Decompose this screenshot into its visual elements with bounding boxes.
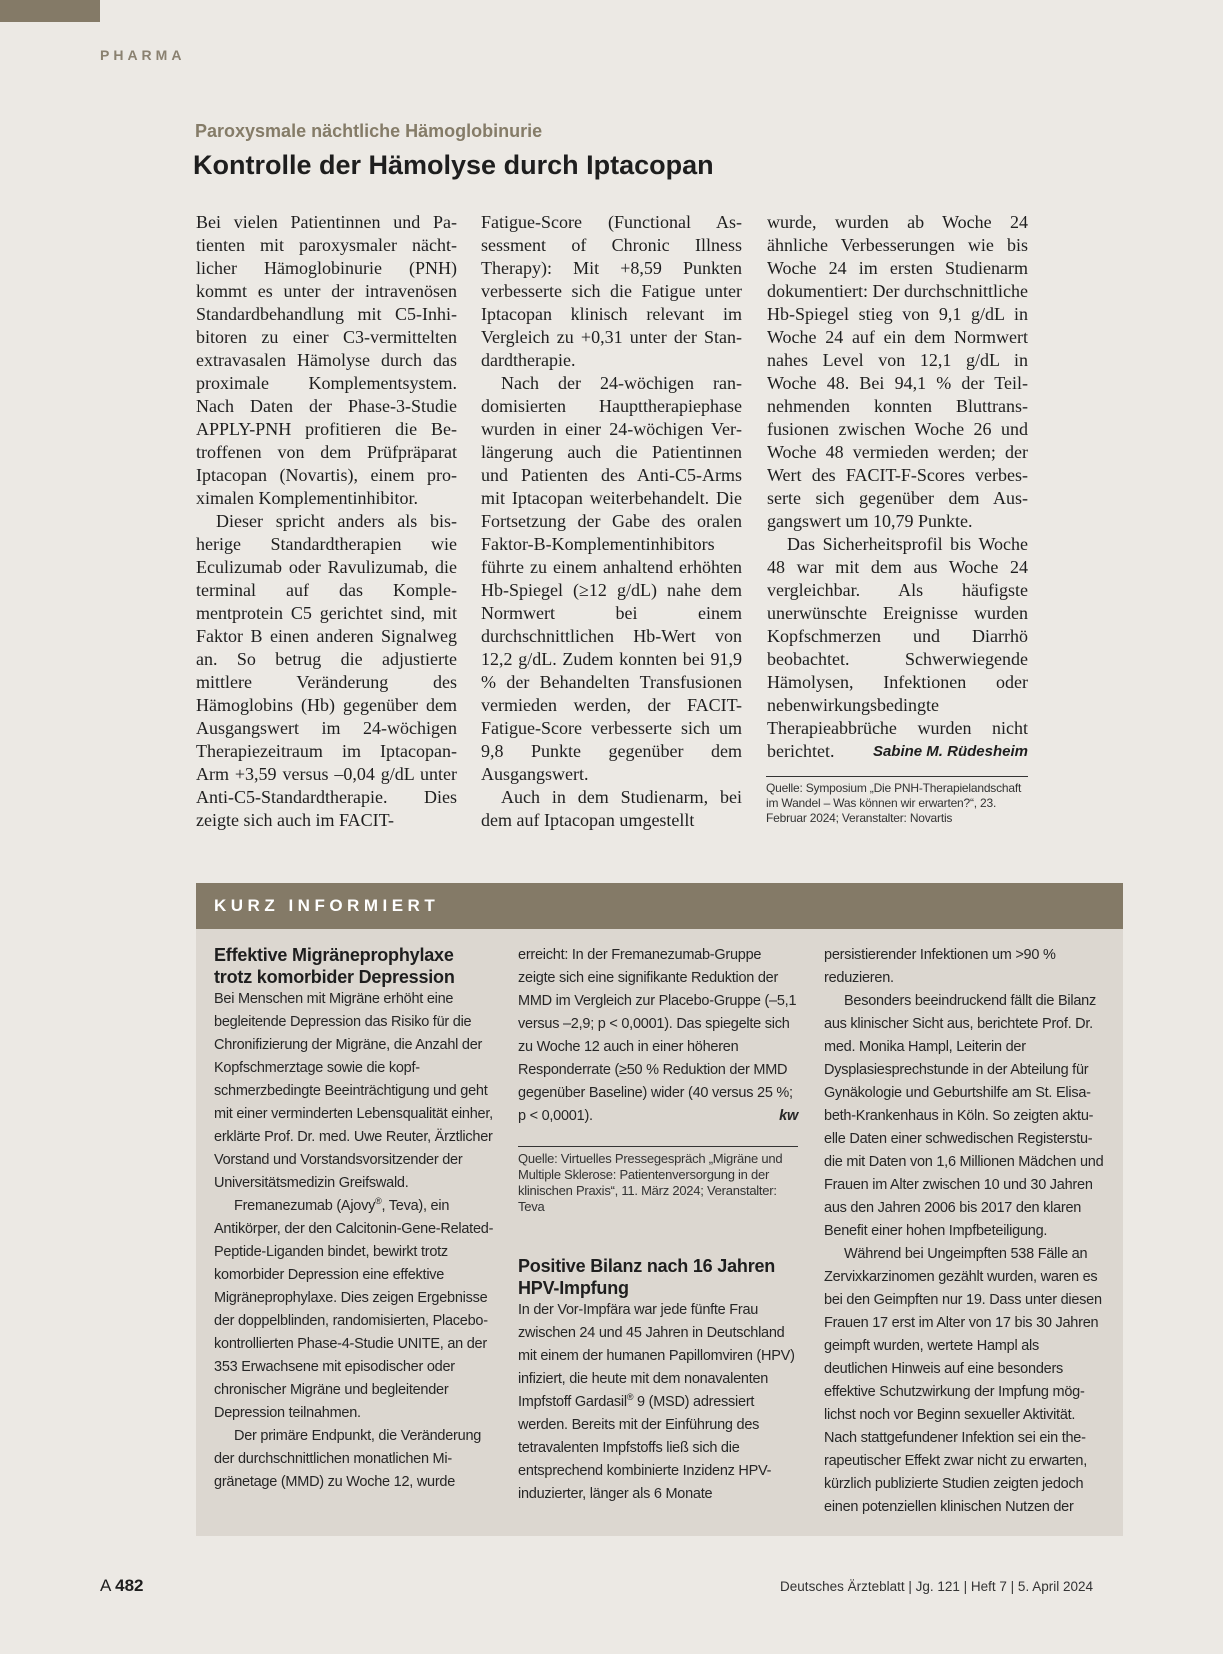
article-column-3 bbox=[767, 211, 1028, 763]
kurz-informiert-box bbox=[196, 883, 1123, 1536]
paragraph: Nach der 24-wöchigen randomisierten Haupttherapiephase wurden in einer 24-wöchigen Verlängerung auch die Patientinnen und Patienten des Anti-C5-Arms mit Iptacopan weiterbehandelt. Die Fortsetzung der Gabe des oralen Faktor-B-Komplementinhibitors führte zu einem anhaltend erhöhten Hb-Spiegel (≥12 g/dL) nahe dem Normwert bei einem durchschnittlichen Hb-Wert von 12,2 g/dL. Zudem konnten bei 91,9 % der Behandelten Transfusionen vermieden werden, der FACIT-Fatigue-Score verbesserte sich um 9,8 Punkte gegenüber dem Ausgangswert. bbox=[481, 373, 742, 784]
box-column-1 bbox=[214, 944, 494, 1494]
paragraph: Fatigue-Score (Functional Assessment of Chronic Illness Therapy): Mit +8,59 Punkten verbesserte sich die Fatigue unter Iptacopan klinisch relevant im Vergleich zu +0,31 unter der Standardtherapie. bbox=[481, 212, 742, 370]
paragraph: Bei vielen Patientinnen und Patienten mit paroxysmaler nächtlicher Hämoglobinurie (PNH) kommt es unter der intravenösen Standardbehandlung mit C5-Inhibitoren zu einer C3-vermittelten extravasalen Hämolyse durch das proximale Komplementsystem. Nach Daten der Phase-3-Studie APPLY-PNH profitieren die Betroffenen von dem Prüfpräparat Iptacopan (Novartis), einem proximalen Komplementinhibitor. bbox=[196, 212, 457, 508]
page-number bbox=[100, 1576, 144, 1596]
paragraph-text: Das Sicherheitsprofil bis Woche 48 war mit dem aus Woche 24 vergleichbar. Als häufigste unerwünschte Ereignisse wurden Kopfschmerzen und Diarrhö beobachtet. Schwerwiegende Hämolysen, Infektionen oder nebenwirkungsbedingte Therapieabbrüche wurden nicht berichtet. bbox=[767, 534, 1028, 761]
text-run: In der Vor-Impfära war jede fünfte Frau zwischen 24 und 45 Jahren in Deutschland mit einem der humanen Papillomviren (HPV) infiziert, die heute mit dem nonavalenten Impfstoff Gardasil bbox=[518, 1302, 795, 1410]
article-headline: Kontrolle der Hämolyse durch Iptacopan bbox=[193, 150, 714, 180]
article-source: Quelle: Symposium „Die PNH-Therapielandschaft im Wandel – Was können wir erwarten?“, 23. Februar 2024; Veranstalter: Novartis bbox=[766, 776, 1028, 826]
paragraph bbox=[767, 533, 1028, 763]
paragraph bbox=[518, 1299, 798, 1506]
article-kicker: Paroxysmale nächtliche Hämoglobinurie bbox=[195, 121, 543, 141]
section-label: PHARMA bbox=[100, 47, 186, 63]
text-run: Fremanezumab (Ajovy bbox=[234, 1198, 376, 1214]
paragraph: Besonders beeindruckend fällt die Bilanz aus klinischer Sicht aus, berichtete Prof. Dr. med. Monika Hampl, Leiterin der Dysplasiesprechstunde in der Abteilung für Gynäkologie und Geburtshilfe am St. Elisabeth-Krankenhaus in Köln. So zeigten aktuelle Daten einer schwedischen Registerstudie mit Daten von 1,6 Millionen Mädchen und Frauen im Alter zwischen 10 und 30 Jahren aus den Jahren 2006 bis 2017 den klaren Benefit einer hohen Impfbeteiligung. bbox=[824, 993, 1104, 1239]
article-column-2 bbox=[481, 211, 742, 832]
registered-mark: ® bbox=[375, 1196, 382, 1207]
paragraph: persistierender Infektionen um >90 % reduzieren. bbox=[824, 947, 1056, 986]
paragraph bbox=[518, 944, 798, 1128]
article-column-1 bbox=[196, 211, 457, 832]
item1-heading: Effektive Migräneprophylaxe trotz komorbider Depression bbox=[214, 945, 455, 987]
text-run: 9 (MSD) adressiert werden. Bereits mit der Einführung des tetravalenten Impfstoffs ließ sich die entsprechend kombinierte Inzidenz HPV-induzierter, länger als 6 Monate bbox=[518, 1394, 772, 1502]
paragraph: Auch in dem Studienarm, bei dem auf Iptacopan umgestellt bbox=[481, 787, 742, 830]
page-number-value: 482 bbox=[115, 1576, 144, 1595]
journal-reference: Deutsches Ärzteblatt | Jg. 121 | Heft 7 | 5. April 2024 bbox=[780, 1579, 1093, 1594]
box-header bbox=[196, 883, 1123, 929]
corner-tab bbox=[0, 0, 100, 22]
paragraph: Der primäre Endpunkt, die Veränderung der durchschnittlichen monatlichen Migränetage (MMD) zu Woche 12, wurde bbox=[214, 1428, 482, 1490]
paragraph-text: erreicht: In der Fremanezumab-Gruppe zeigte sich eine signifikante Reduktion der MMD im Vergleich zur Placebo-Gruppe (–5,1 versus –2,9; p < 0,0001). Das spiegelte sich zu Woche 12 auch in einer höheren Responderrate (≥50 % Reduktion der MMD gegenüber Baseline) wider (40 versus 25 %; p < 0,0001). bbox=[518, 947, 797, 1124]
box-title: KURZ INFORMIERT bbox=[214, 896, 440, 915]
paragraph: wurde, wurden ab Woche 24 ähnliche Verbesserungen wie bis Woche 24 im ersten Studienarm dokumentiert: Der durchschnittliche Hb-Spiegel stieg von 9,1 g/dL in Woche 24 auf ein dem Normwert nahes Level von 12,1 g/dL in Woche 48. Bei 94,1 % der Teilnehmenden konnten Bluttransfusionen zwischen Woche 26 und Woche 48 vermieden werden; der Wert des FACIT-F-Scores verbesserte sich gegenüber dem Ausgangswert um 10,79 Punkte. bbox=[767, 212, 1028, 531]
paragraph: Während bei Ungeimpften 538 Fälle an Zervixkarzinomen gezählt wurden, waren es bei den Geimpften nur 19. Dass unter diesen Frauen 17 erst im Alter von 17 bis 30 Jahren geimpft wurden, wertete Hampl als deutlichen Hinweis auf eine besonders effektive Schutzwirkung der Impfung möglichst noch vor Beginn sexueller Aktivität. Nach stattgefundener Infektion sei ein therapeutischer Effekt zwar nicht zu erwarten, kürzlich publizierte Studien zeigten jedoch einen potenziellen klinischen Nutzen der bbox=[824, 1246, 1102, 1515]
paragraph bbox=[214, 1195, 494, 1425]
item1-author: kw bbox=[779, 1108, 798, 1124]
paragraph: Bei Menschen mit Migräne erhöht eine begleitende Depression das Risiko für die Chronifizierung der Migräne, die Anzahl der Kopfschmerztage sowie die kopfschmerzbedingte Beeinträchtigung und geht mit einer verminderten Lebensqualität einher, erklärte Prof. Dr. med. Uwe Reuter, Ärztlicher Vorstand und Vorstandsvorsitzender der Universitätsmedizin Greifswald. bbox=[214, 991, 493, 1191]
text-run: , Teva), ein Antikörper, der den Calcitonin-Gene-Related-Peptide-Liganden bindet, bewirkt trotz komorbider Depression eine effektive Migräneprophylaxe. Dies zeigen Ergebnisse der doppelblinden, randomisierten, Placebo-kontrollierten Phase-4-Studie UNITE, an der 353 Erwachsene mit episodischer oder chronischer Migräne und begleitender Depression teilnahmen. bbox=[214, 1198, 494, 1421]
box-column-3 bbox=[824, 944, 1104, 1519]
page-prefix: A bbox=[100, 1576, 111, 1595]
article-author: Sabine M. Rüdesheim bbox=[872, 743, 1028, 760]
registered-mark: ® bbox=[626, 1392, 634, 1403]
box-column-2 bbox=[518, 944, 798, 1506]
item2-heading: Positive Bilanz nach 16 Jahren HPV-Impfung bbox=[518, 1256, 776, 1298]
paragraph: Dieser spricht anders als bisherige Standardtherapien wie Eculizumab oder Ravulizumab, die terminal auf das Komplementprotein C5 gerichtet sind, mit Faktor B einen anderen Signalweg an. So betrug die adjustierte mittlere Veränderung des Hämoglobins (Hb) gegenüber dem Ausgangswert im 24-wöchigen Therapiezeitraum im Iptacopan-Arm +3,59 versus –0,04 g/dL unter Anti-C5-Standardtherapie. Dies zeigte sich auch im FACIT- bbox=[196, 511, 457, 830]
item1-source: Quelle: Virtuelles Pressegespräch „Migräne und Multiple Sklerose: Patientenversorgung in der klinischen Praxis“, 11. März 2024; Veranstalter: Teva bbox=[518, 1146, 798, 1215]
